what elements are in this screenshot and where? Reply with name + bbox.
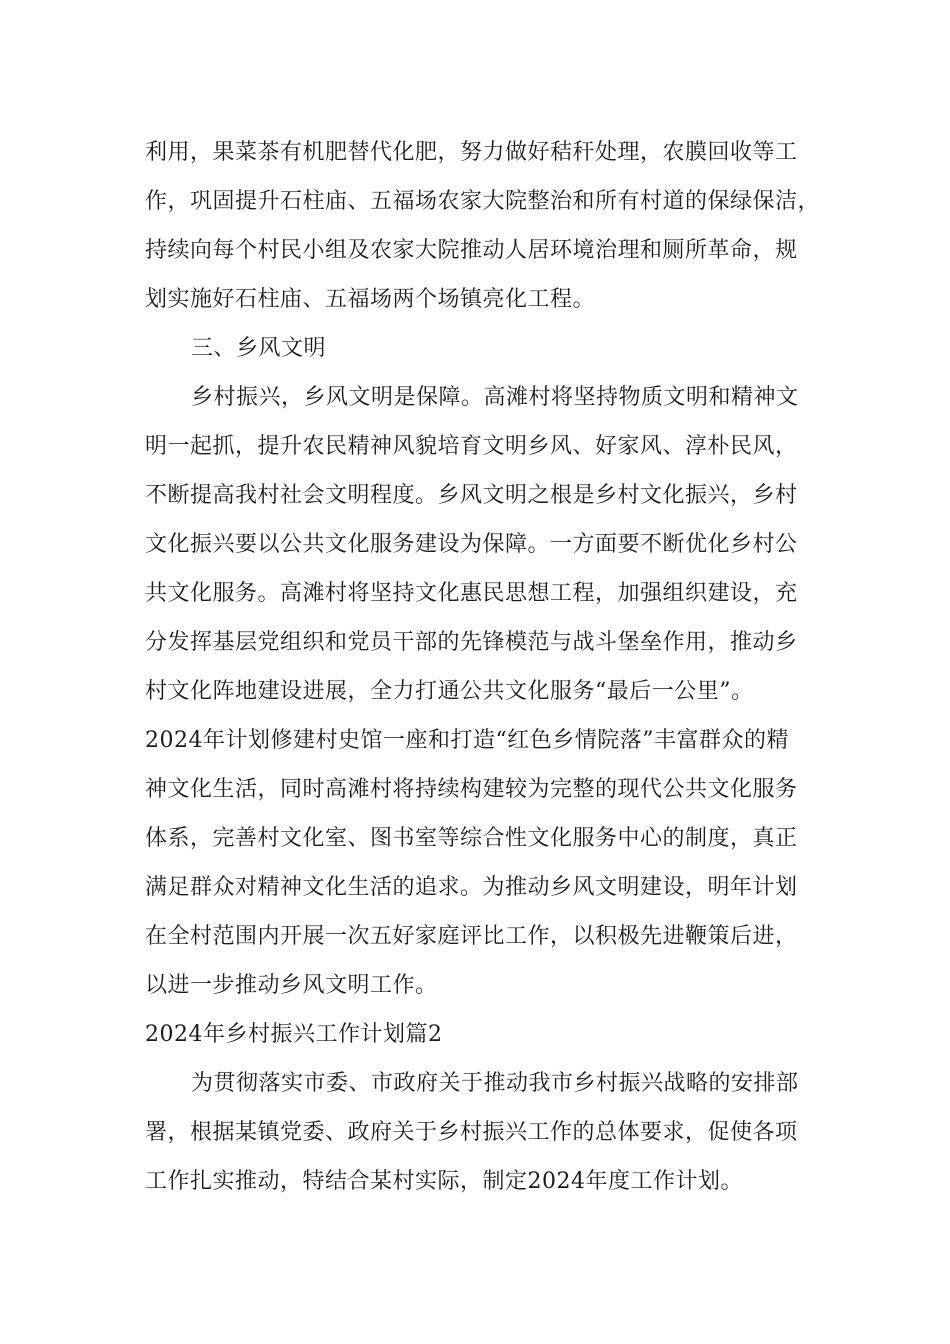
section-heading: 三、乡风文明 xyxy=(191,336,327,361)
text-line: 以进一步推动乡风文明工作。 xyxy=(145,973,438,998)
text-line: 明一起抓，提升农民精神风貌培育文明乡风、好家风、淳朴民风， xyxy=(145,434,798,459)
text-line: 文化振兴要以公共文化服务建设为保障。一方面要不断优化乡村公 xyxy=(145,532,798,557)
text-line: 体系，完善村文化室、图书室等综合性文化服务中心的制度，真正 xyxy=(145,826,798,851)
text-line: 工作扎实推动，特结合某村实际，制定2024年度工作计划。 xyxy=(145,1169,743,1194)
text-line: 署，根据某镇党委、政府关于乡村振兴工作的总体要求，促使各项 xyxy=(145,1120,798,1145)
text-line: 2024年计划修建村史馆一座和打造“红色乡情院落”丰富群众的精 xyxy=(145,728,789,753)
text-line: 村文化阵地建设进展，全力打通公共文化服务“最后一公里”。 xyxy=(145,679,754,704)
text-line: 利用，果菜茶有机肥替代化肥，努力做好秸秆处理，农膜回收等工 xyxy=(145,140,798,165)
text-line: 神文化生活，同时高滩村将持续构建较为完整的现代公共文化服务 xyxy=(145,777,798,802)
text-line: 满足群众对精神文化生活的追求。为推动乡风文明建设，明年计划 xyxy=(145,875,798,900)
text-line: 乡村振兴，乡风文明是保障。高滩村将坚持物质文明和精神文 xyxy=(191,385,799,410)
article-title: 2024年乡村振兴工作计划篇2 xyxy=(145,1022,443,1047)
text-line: 持续向每个村民小组及农家大院推动人居环境治理和厕所革命，规 xyxy=(145,238,798,263)
text-line: 作，巩固提升石柱庙、五福场农家大院整治和所有村道的保绿保洁， xyxy=(145,189,821,214)
text-line: 为贯彻落实市委、市政府关于推动我市乡村振兴战略的安排部 xyxy=(191,1071,799,1096)
text-line: 不断提高我村社会文明程度。乡风文明之根是乡村文化振兴，乡村 xyxy=(145,483,798,508)
text-line: 共文化服务。高滩村将坚持文化惠民思想工程，加强组织建设，充 xyxy=(145,581,798,606)
text-line: 在全村范围内开展一次五好家庭评比工作，以积极先进鞭策后进， xyxy=(145,924,798,949)
text-line: 划实施好石柱庙、五福场两个场镇亮化工程。 xyxy=(145,287,596,312)
document-body xyxy=(145,128,835,1206)
text-line: 分发挥基层党组织和党员干部的先锋模范与战斗堡垒作用，推动乡 xyxy=(145,630,798,655)
